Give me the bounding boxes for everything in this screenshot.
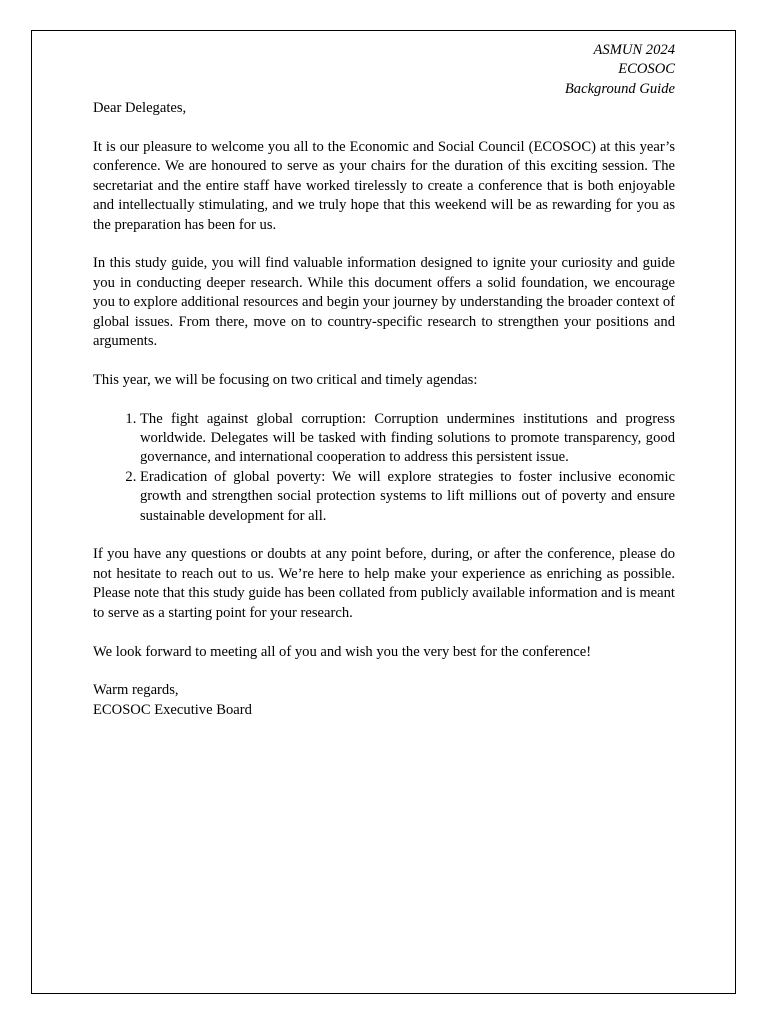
signature: ECOSOC Executive Board bbox=[93, 701, 252, 718]
agenda-item-poverty: 2. Eradication of global poverty: We will explore strategies to foster inclusive economic growth and strengthen social protection systems to lift millions out of poverty and ensure sustainable development for all. bbox=[140, 468, 675, 526]
header-conference: ASMUN 2024 bbox=[593, 42, 675, 58]
document-header bbox=[93, 41, 675, 99]
paragraph-agenda-intro: This year, we will be focusing on two critical and timely agendas: bbox=[93, 371, 478, 388]
salutation: Dear Delegates, bbox=[93, 100, 187, 117]
header-doc-type: Background Guide bbox=[564, 80, 675, 97]
paragraph-questions: If you have any questions or doubts at any point before, during, or after the conference, please do not hesitate to reach out to us. We’re here to help make your experience as enriching as possible. Please note that this study guide has been collated from publicly available information and is meant to serve as a starting point for your research. bbox=[93, 546, 675, 621]
paragraph-closing-wish: We look forward to meeting all of you and wish you the very best for the conference! bbox=[93, 643, 592, 660]
document-page bbox=[31, 30, 736, 994]
closing-regards: Warm regards, bbox=[93, 682, 179, 699]
paragraph-welcome: It is our pleasure to welcome you all to the Economic and Social Council (ECOSOC) at this year’s conference. We are honoured to serve as your chairs for the duration of this exciting session. The secretariat and the entire staff have worked tirelessly to create a conference that is both enjoyable and intellectually stimulating, and we truly hope that this weekend will be as rewarding for you as the preparation has been for us. bbox=[93, 139, 675, 233]
agenda-item-corruption: 1. The fight against global corruption: Corruption undermines institutions and progress worldwide. Delegates will be tasked with finding solutions to promote transparency, good governance, and international cooperation to address this persistent issue. bbox=[140, 410, 675, 468]
paragraph-study-guide: In this study guide, you will find valuable information designed to ignite your curiosity and guide you in conducting deeper research. While this document offers a solid foundation, we encourage you to explore additional resources and begin your journey by understanding the broader context of global issues. From there, move on to country-specific research to strengthen your positions and arguments. bbox=[93, 255, 675, 350]
agenda-list bbox=[93, 410, 675, 526]
header-committee: ECOSOC bbox=[618, 61, 675, 78]
letter-content bbox=[93, 41, 675, 720]
